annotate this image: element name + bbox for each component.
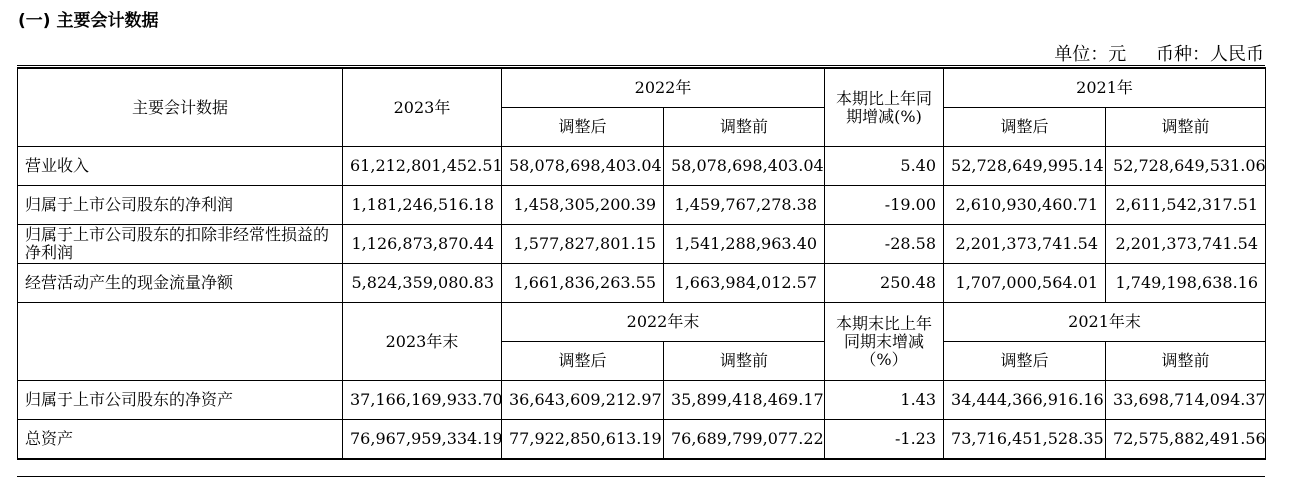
sub-2022-adjusted: 调整后 (502, 342, 664, 381)
table1-header-row (18, 68, 1266, 108)
value-2022-adjusted: 1,458,305,200.39 (502, 186, 664, 225)
value-2022-adjusted: 36,643,609,212.97 (502, 381, 664, 420)
header-item: 主要会计数据 (18, 68, 343, 147)
value-2022-before: 1,663,984,012.57 (664, 264, 825, 303)
table-bottom-double-rule (17, 476, 1265, 477)
value-2021-adjusted: 52,728,649,995.14 (944, 147, 1106, 186)
sub-2021-before: 调整前 (1106, 108, 1266, 147)
row-label: 归属于上市公司股东的净利润 (18, 186, 343, 225)
value-2022-adjusted: 1,661,836,263.55 (502, 264, 664, 303)
currency-label: 币种：人民币 (1156, 44, 1264, 65)
value-change: 5.40 (825, 147, 944, 186)
sub-2022-before: 调整前 (664, 342, 825, 381)
row-label: 归属于上市公司股东的扣除非经常性损益的净利润 (18, 225, 343, 264)
value-2021-before: 33,698,714,094.37 (1106, 381, 1266, 420)
value-2022-before: 35,899,418,469.17 (664, 381, 825, 420)
sub-2021-adjusted: 调整后 (944, 342, 1106, 381)
section-title: (一) 主要会计数据 (18, 11, 159, 31)
value-2021-adjusted: 34,444,366,916.16 (944, 381, 1106, 420)
value-2022-before: 1,459,767,278.38 (664, 186, 825, 225)
sub-2021-adjusted: 调整后 (944, 108, 1106, 147)
header-change-end: 本期末比上年同期末增减（%） (825, 303, 944, 381)
value-change: -19.00 (825, 186, 944, 225)
value-2023: 76,967,959,334.19 (343, 420, 502, 460)
value-2023: 61,212,801,452.51 (343, 147, 502, 186)
value-2021-adjusted: 1,707,000,564.01 (944, 264, 1106, 303)
value-2021-adjusted: 2,610,930,460.71 (944, 186, 1106, 225)
header-2021: 2021年 (944, 68, 1266, 108)
value-2022-adjusted: 1,577,827,801.15 (502, 225, 664, 264)
sub-2022-adjusted: 调整后 (502, 108, 664, 147)
row-label: 归属于上市公司股东的净资产 (18, 381, 343, 420)
header-change: 本期比上年同期增减(%) (825, 68, 944, 147)
table-row (18, 381, 1266, 420)
table2-header-row (18, 303, 1266, 342)
unit-currency-line (1030, 40, 1264, 66)
table-row (18, 420, 1266, 460)
main-accounting-data-table (17, 67, 1266, 460)
value-2021-adjusted: 73,716,451,528.35 (944, 420, 1106, 460)
sub-2022-before: 调整前 (664, 108, 825, 147)
header-2021-end: 2021年末 (944, 303, 1266, 342)
header-2023-end: 2023年末 (343, 303, 502, 381)
value-2021-before: 1,749,198,638.16 (1106, 264, 1266, 303)
value-change: -1.23 (825, 420, 944, 460)
row-label: 经营活动产生的现金流量净额 (18, 264, 343, 303)
value-2021-adjusted: 2,201,373,741.54 (944, 225, 1106, 264)
unit-label: 单位：元 (1054, 44, 1127, 65)
table-row (18, 147, 1266, 186)
value-2023: 5,824,359,080.83 (343, 264, 502, 303)
table-row (18, 264, 1266, 303)
value-2021-before: 72,575,882,491.56 (1106, 420, 1266, 460)
value-2022-before: 1,541,288,963.40 (664, 225, 825, 264)
row-label: 总资产 (18, 420, 343, 460)
header-2022: 2022年 (502, 68, 825, 108)
value-2021-before: 2,201,373,741.54 (1106, 225, 1266, 264)
sub-2021-before: 调整前 (1106, 342, 1266, 381)
header-2022-end: 2022年末 (502, 303, 825, 342)
table-row (18, 186, 1266, 225)
value-2021-before: 52,728,649,531.06 (1106, 147, 1266, 186)
value-2022-adjusted: 58,078,698,403.04 (502, 147, 664, 186)
value-2022-before: 58,078,698,403.04 (664, 147, 825, 186)
table-row (18, 225, 1266, 264)
value-change: -28.58 (825, 225, 944, 264)
value-2021-before: 2,611,542,317.51 (1106, 186, 1266, 225)
value-2023: 1,181,246,516.18 (343, 186, 502, 225)
value-2023: 1,126,873,870.44 (343, 225, 502, 264)
value-2023: 37,166,169,933.70 (343, 381, 502, 420)
row-label: 营业收入 (18, 147, 343, 186)
value-change: 1.43 (825, 381, 944, 420)
header-item-blank (18, 303, 343, 381)
value-2022-adjusted: 77,922,850,613.19 (502, 420, 664, 460)
value-2022-before: 76,689,799,077.22 (664, 420, 825, 460)
table-top-double-rule (17, 65, 1265, 66)
header-2023: 2023年 (343, 68, 502, 147)
value-change: 250.48 (825, 264, 944, 303)
